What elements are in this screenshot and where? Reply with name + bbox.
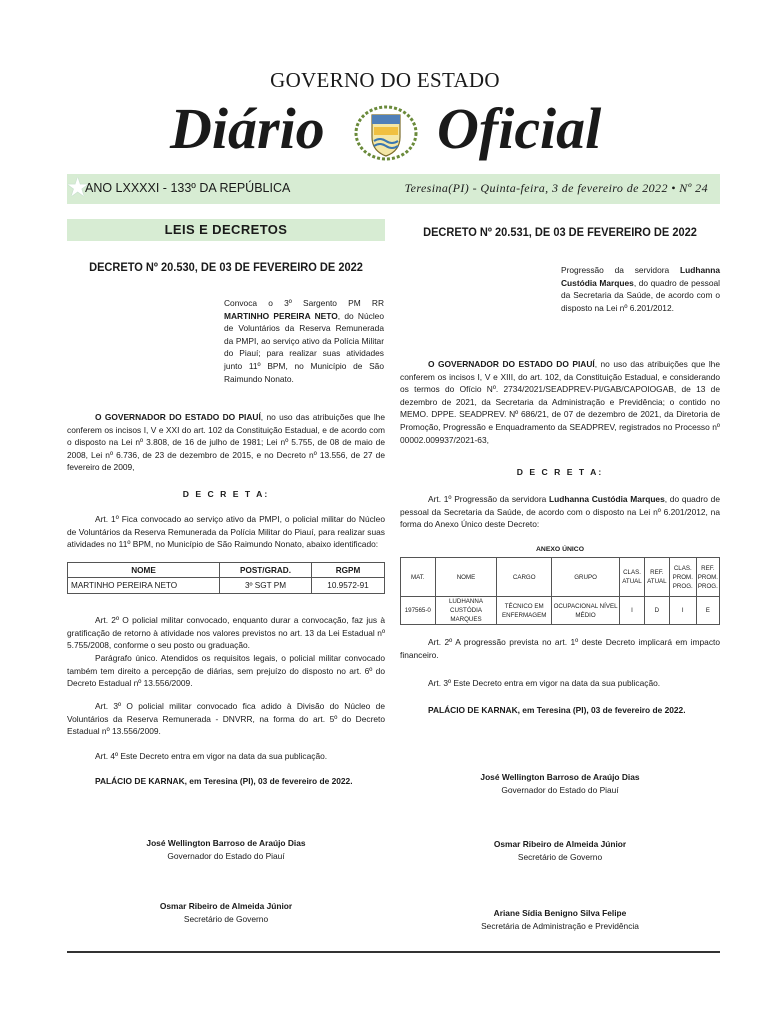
table-cell: D — [644, 597, 669, 625]
left-summary: Convoca o 3º Sargento PM RR MARTINHO PEREIRA NETO, do Núcleo de Voluntários da Reserva Remunerada da PMPI, ao serviço ativo da Polícia Militar do Piauí; para realizar suas atividades junto 11º BPM, no Município de São Raimundo Nonato. — [224, 298, 384, 384]
left-paragrafo-unico: Parágrafo único. Atendidos os requisitos legais, o policial militar convocado também tem direito a percepção de diárias, sem prejuízo do disposto no art. 6º do Decreto Estadual nº 13.556/2009. — [67, 653, 385, 689]
table-row — [68, 578, 385, 594]
state-coat-of-arms-icon — [353, 103, 419, 161]
table-cell: I — [669, 597, 696, 625]
left-preamble: O GOVERNADOR DO ESTADO DO PIAUÍ, no uso das atribuições que lhe conferem os incisos I, V e XXI do art. 102 da Constituição Estadual, e de acordo com o disposto na Lei nº 3.808, de 16 de julho de 1981; Lei nº 5.755, de 08 de maio de 2008, Lei nº 6.736, de 23 de dezembro de 2015, e no Decreto nº 13.556, de 27 de fevereiro de 2009, — [67, 412, 385, 473]
annex-title: ANEXO ÚNICO — [536, 546, 584, 553]
left-signature-role: Governador do Estado do Piauí — [167, 851, 285, 861]
table-row — [401, 597, 720, 625]
title-oficial: Oficial — [437, 96, 602, 161]
annex-table — [400, 557, 720, 625]
table-header-cell: CARGO — [497, 558, 552, 597]
edition-band — [67, 174, 720, 204]
footer-rule — [67, 951, 720, 953]
edition-line: Teresina(PI) - Quinta-feira, 3 de fevereiro de 2022 • Nº 24 — [404, 181, 708, 195]
table-cell: OCUPACIONAL NÍVEL MÉDIO — [552, 597, 620, 625]
left-signature-name: José Wellington Barroso de Araújo Dias — [146, 838, 306, 848]
left-decree-title: DECRETO Nº 20.530, DE 03 DE FEVEREIRO DE 2022 — [89, 260, 363, 274]
table-cell: I — [620, 597, 645, 625]
table-cell: TÉCNICO EM ENFERMAGEM — [497, 597, 552, 625]
table-cell: 3º SGT PM — [220, 578, 312, 594]
left-signature-role: Secretário de Governo — [183, 914, 269, 924]
government-heading: GOVERNO DO ESTADO — [270, 68, 500, 92]
table-cell: E — [696, 597, 719, 625]
right-signature-name: Osmar Ribeiro de Almeida Júnior — [493, 839, 627, 849]
left-palace-line: PALÁCIO DE KARNAK, em Teresina (PI), 03 de fevereiro de 2022. — [95, 776, 353, 786]
right-art1: Art. 1º Progressão da servidora Ludhanna Custódia Marques, do quadro de pessoal da Secretaria da Saúde, de acordo com o disposto na Lei nº 6.201/2012, na forma do Anexo Único deste Decreto: — [400, 494, 720, 530]
table-header-cell: MAT. — [401, 558, 436, 597]
left-personnel-table — [67, 562, 385, 594]
star-icon: ★ — [66, 172, 90, 202]
left-art1: Art. 1º Fica convocado ao serviço ativo da PMPI, o policial militar do Núcleo de Voluntários da Reserva Remunerada da Polícia Militar do Piauí, para realizar suas atividades no 11º BPM, no Município de São Raimundo Nonato, abaixo identificado: — [67, 514, 385, 550]
right-decree-title: DECRETO Nº 20.531, DE 03 DE FEVEREIRO DE 2022 — [423, 225, 697, 239]
left-art2: Art. 2º O policial militar convocado, enquanto durar a convocação, faz jus à gratificação de retorno à atividade nos valores previstos no art. 13 da Lei Estadual nº 5.755/2008, conforme o seu posto ou graduação. — [67, 615, 385, 651]
right-signature-role: Secretário de Governo — [517, 852, 603, 862]
right-art2: Art. 2º A progressão prevista no art. 1º deste Decreto implicará em impacto financeiro. — [400, 637, 720, 660]
table-header-row — [68, 563, 385, 578]
right-signature-role: Governador do Estado do Piauí — [501, 785, 619, 795]
table-header-cell: NOME — [68, 563, 220, 578]
right-art3: Art. 3º Este Decreto entra em vigor na data da sua publicação. — [428, 678, 661, 688]
table-header-cell: RGPM — [312, 563, 385, 578]
left-signature-name: Osmar Ribeiro de Almeida Júnior — [159, 901, 293, 911]
right-preamble: O GOVERNADOR DO ESTADO DO PIAUÍ, no uso das atribuições que lhe conferem os incisos I, V e XIII, do art. 102, da Constituição Estadual, e considerando os termos do Ofício Nº. 2734/2021/SEADPREV-PI/GAB/CAPOIOGAB, de 13 de dezembro de 2021, da Secretaria da Administração e Previdência; o contido no MEMO. DPPE. SEADPREV. Nº 686/21, de 07 de dezembro de 2021, da Diretoria de Promoção, Progressão e Enquadramento da SEADPREV, registrados no Processo nº 00002.009937/2021-63, — [400, 359, 720, 445]
table-header-cell: REF. ATUAL — [644, 558, 669, 597]
summary-name: Ludhanna Custódia Marques — [561, 265, 720, 288]
table-header-cell: GRUPO — [552, 558, 620, 597]
table-header-cell: CLAS. PROM. PROG. — [669, 558, 696, 597]
table-header-cell: NOME — [435, 558, 497, 597]
table-cell: MARTINHO PEREIRA NETO — [68, 578, 220, 594]
right-signature-role: Secretária de Administração e Previdência — [481, 921, 639, 931]
table-header-row — [401, 558, 720, 597]
left-art3: Art. 3º O policial militar convocado fica adido à Divisão do Núcleo de Voluntários da Reserva Remunerada - DNVRR, na forma do art. 5º do Decreto Estadual nº 13.556/2009. — [67, 701, 385, 737]
title-diario: Diário — [170, 96, 325, 161]
table-header-cell: REF. PROM. PROG. — [696, 558, 719, 597]
table-cell: 197565-0 — [401, 597, 436, 625]
right-summary: Progressão da servidora Ludhanna Custódia Marques, do quadro de pessoal da Secretaria da Saúde, de acordo com o disposto na Lei nº 6.201/2012. — [561, 265, 720, 313]
table-cell: LUDHANNA CUSTÓDIA MARQUES — [435, 597, 497, 625]
right-signature-name: Ariane Sídia Benigno Silva Felipe — [493, 908, 627, 918]
section-label: LEIS E DECRETOS — [67, 219, 385, 241]
right-decreta: D E C R E T A: — [516, 467, 604, 477]
left-art4: Art. 4º Este Decreto entra em vigor na data da sua publicação. — [95, 751, 328, 761]
left-decreta: D E C R E T A: — [182, 489, 270, 499]
table-header-cell: CLAS. ATUAL — [620, 558, 645, 597]
right-signature-name: José Wellington Barroso de Araújo Dias — [480, 772, 640, 782]
table-header-cell: POST/GRAD. — [220, 563, 312, 578]
right-palace-line: PALÁCIO DE KARNAK, em Teresina (PI), 03 de fevereiro de 2022. — [428, 705, 686, 715]
year-line: ANO LXXXXI - 133º DA REPÚBLICA — [85, 181, 291, 195]
summary-name: MARTINHO PEREIRA NETO — [224, 310, 338, 321]
table-cell: 10.9572-91 — [312, 578, 385, 594]
masthead-title — [0, 95, 770, 165]
